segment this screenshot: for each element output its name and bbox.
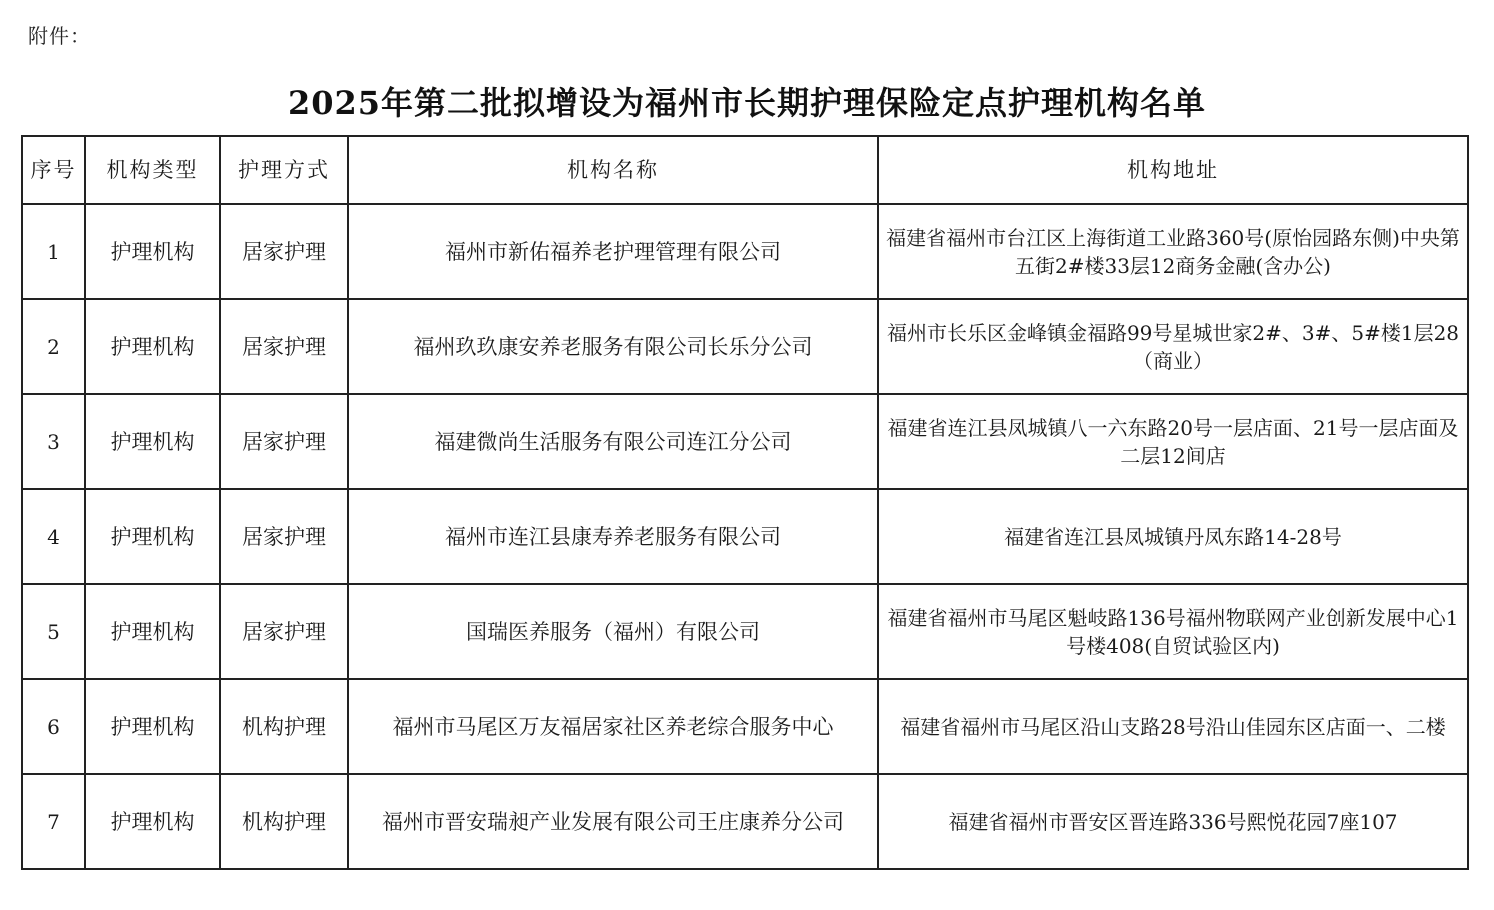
cell-mode: 机构护理 — [220, 679, 348, 774]
cell-no: 5 — [22, 584, 85, 679]
cell-name: 福州市马尾区万友福居家社区养老综合服务中心 — [348, 679, 878, 774]
cell-no: 3 — [22, 394, 85, 489]
header-address: 机构地址 — [878, 136, 1468, 204]
cell-type: 护理机构 — [85, 584, 220, 679]
cell-mode: 居家护理 — [220, 489, 348, 584]
header-type: 机构类型 — [85, 136, 220, 204]
cell-mode: 居家护理 — [220, 204, 348, 299]
cell-mode: 居家护理 — [220, 299, 348, 394]
cell-name: 福州玖玖康安养老服务有限公司长乐分公司 — [348, 299, 878, 394]
cell-name: 福州市新佑福养老护理管理有限公司 — [348, 204, 878, 299]
cell-mode: 居家护理 — [220, 394, 348, 489]
table-row — [22, 489, 1468, 584]
header-name: 机构名称 — [348, 136, 878, 204]
cell-no: 6 — [22, 679, 85, 774]
cell-mode: 居家护理 — [220, 584, 348, 679]
table-row — [22, 204, 1468, 299]
header-no: 序号 — [22, 136, 85, 204]
cell-no: 1 — [22, 204, 85, 299]
cell-no: 7 — [22, 774, 85, 869]
cell-name: 福州市晋安瑞昶产业发展有限公司王庄康养分公司 — [348, 774, 878, 869]
cell-name: 福建微尚生活服务有限公司连江分公司 — [348, 394, 878, 489]
cell-address: 福建省福州市马尾区沿山支路28号沿山佳园东区店面一、二楼 — [878, 679, 1468, 774]
cell-name: 国瑞医养服务（福州）有限公司 — [348, 584, 878, 679]
cell-type: 护理机构 — [85, 299, 220, 394]
table-row — [22, 584, 1468, 679]
table-row — [22, 774, 1468, 869]
table-header-row — [22, 136, 1468, 204]
table-row — [22, 299, 1468, 394]
cell-name: 福州市连江县康寿养老服务有限公司 — [348, 489, 878, 584]
cell-type: 护理机构 — [85, 489, 220, 584]
institution-table-wrapper — [21, 135, 1469, 870]
cell-type: 护理机构 — [85, 679, 220, 774]
cell-no: 2 — [22, 299, 85, 394]
table-row — [22, 679, 1468, 774]
attachment-label: 附件： — [28, 24, 91, 48]
cell-type: 护理机构 — [85, 204, 220, 299]
cell-address: 福建省福州市台江区上海街道工业路360号(原怡园路东侧)中央第五街2#楼33层12商务金融(含办公) — [878, 204, 1468, 299]
cell-mode: 机构护理 — [220, 774, 348, 869]
cell-address: 福建省福州市马尾区魁岐路136号福州物联网产业创新发展中心1号楼408(自贸试验区内) — [878, 584, 1468, 679]
cell-address: 福建省连江县凤城镇八一六东路20号一层店面、21号一层店面及二层12间店 — [878, 394, 1468, 489]
institution-table — [21, 135, 1469, 870]
cell-address: 福建省连江县凤城镇丹凤东路14-28号 — [878, 489, 1468, 584]
cell-type: 护理机构 — [85, 774, 220, 869]
table-row — [22, 394, 1468, 489]
cell-no: 4 — [22, 489, 85, 584]
cell-address: 福州市长乐区金峰镇金福路99号星城世家2#、3#、5#楼1层28（商业） — [878, 299, 1468, 394]
cell-address: 福建省福州市晋安区晋连路336号熙悦花园7座107 — [878, 774, 1468, 869]
page-title: 2025年第二批拟增设为福州市长期护理保险定点护理机构名单 — [287, 84, 1207, 122]
header-mode: 护理方式 — [220, 136, 348, 204]
cell-type: 护理机构 — [85, 394, 220, 489]
